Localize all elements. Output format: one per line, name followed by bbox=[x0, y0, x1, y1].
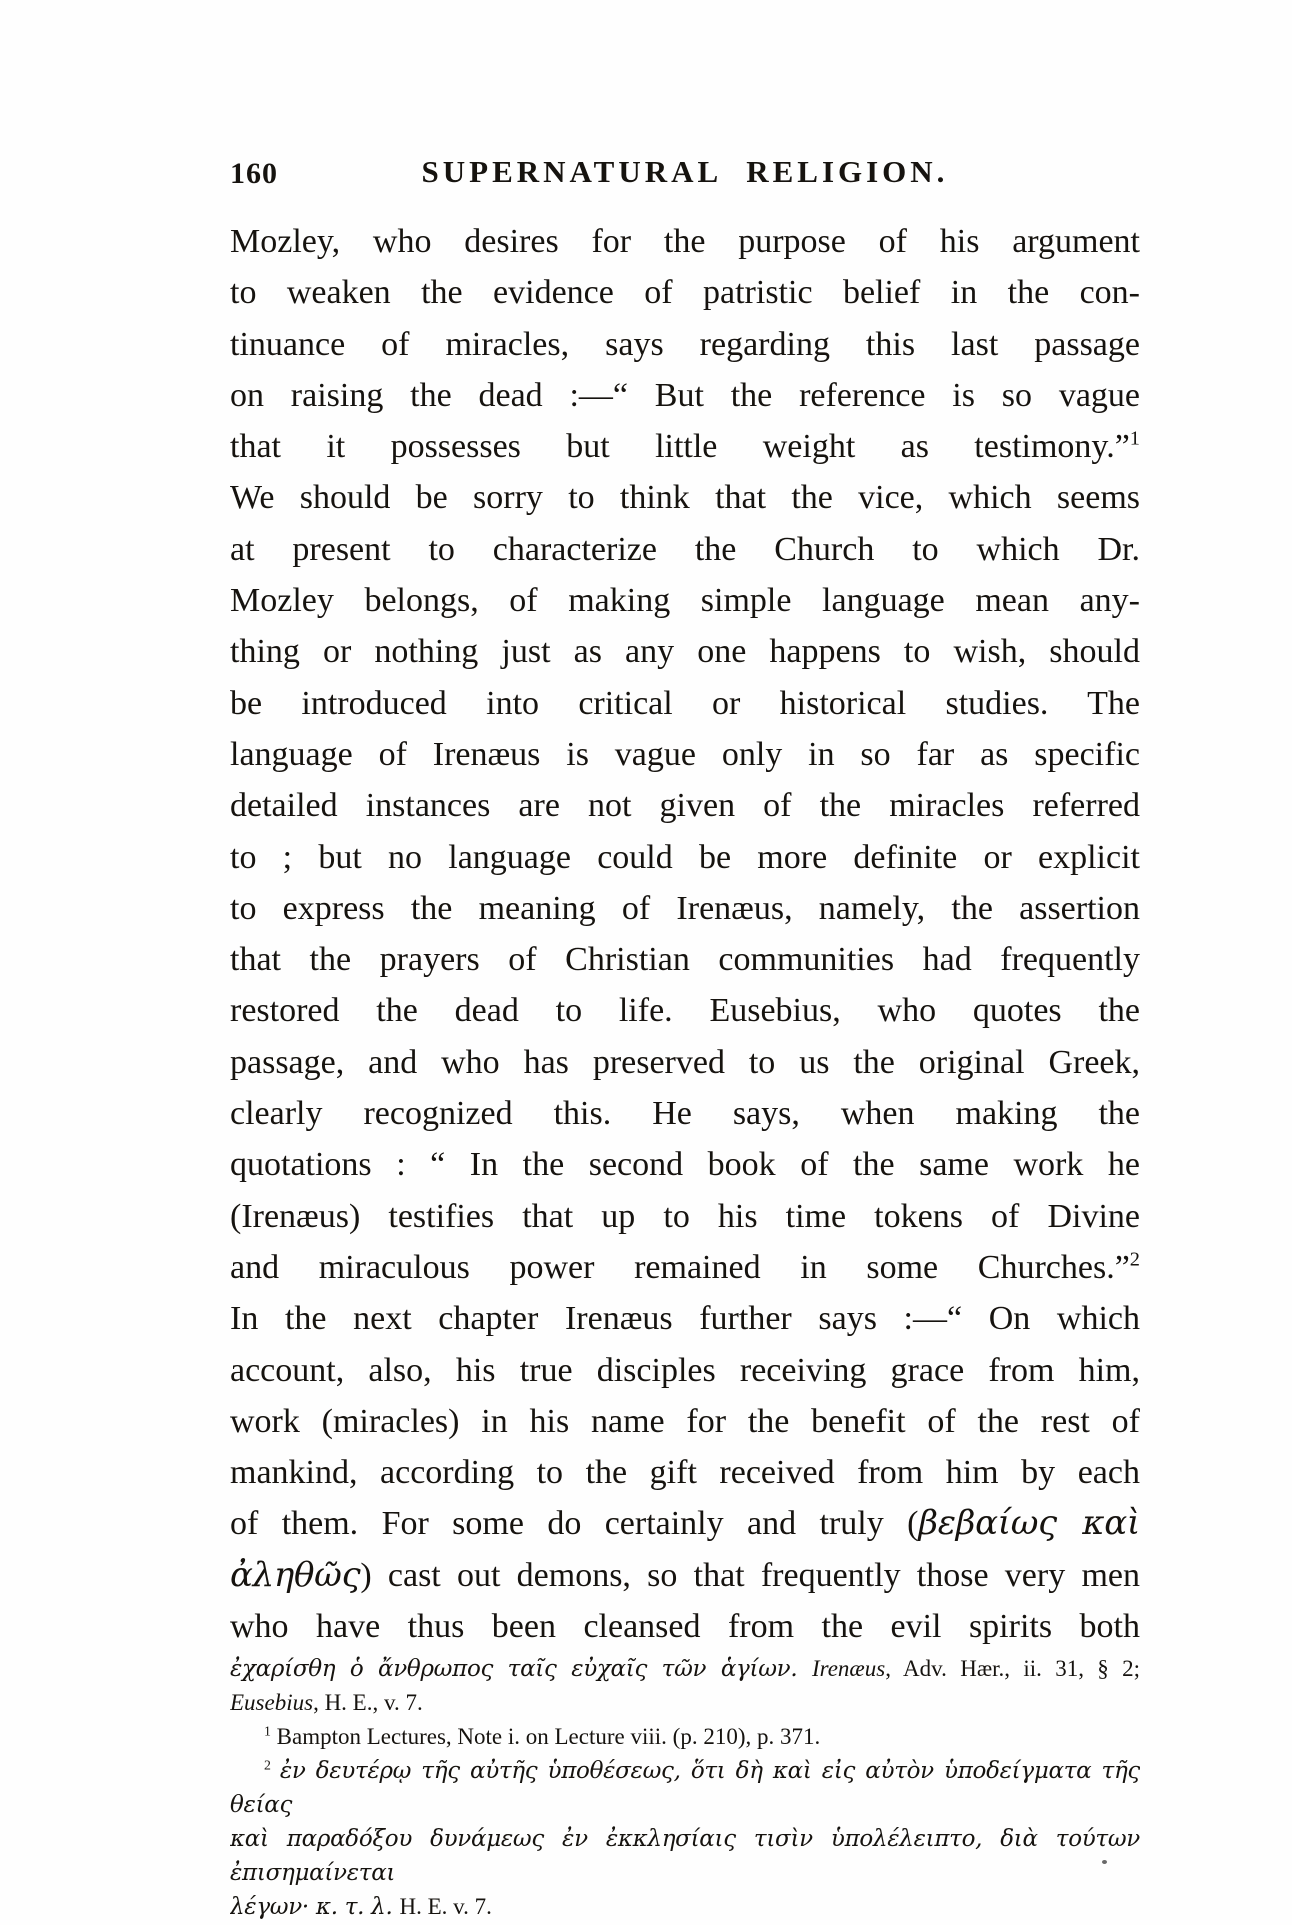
text-segment: mankind, according to the gift received from him by each bbox=[230, 1454, 1140, 1492]
text-line bbox=[230, 216, 1140, 267]
text-line bbox=[230, 575, 1140, 626]
text-line bbox=[230, 1890, 1140, 1924]
text-segment: ἀληθῶς bbox=[230, 1554, 361, 1595]
text-segment: Eusebius bbox=[230, 1690, 314, 1715]
text-line bbox=[230, 1088, 1140, 1139]
text-segment: In the next chapter Irenæus further says :—“ On which bbox=[230, 1300, 1140, 1338]
text-segment: , H. E., v. 7. bbox=[313, 1690, 423, 1715]
text-line bbox=[230, 1037, 1140, 1088]
text-segment: We should be sorry to think that the vice, which seems bbox=[230, 479, 1140, 517]
text-segment: to weaken the evidence of patristic belief in the con- bbox=[230, 274, 1140, 312]
text-line bbox=[230, 934, 1140, 985]
footnote-marker: 2 bbox=[1129, 1248, 1140, 1271]
text-line bbox=[230, 1139, 1140, 1190]
scan-artifact-dot bbox=[1102, 1860, 1107, 1864]
text-line bbox=[230, 1396, 1140, 1447]
page-header bbox=[230, 154, 1140, 194]
text-line bbox=[230, 1720, 1140, 1754]
running-title: SUPERNATURAL RELIGION. bbox=[421, 154, 949, 189]
text-segment: ἐχαρίσθη ὁ ἄνθρωπος ταῖς εὐχαῖς τῶν ἁγίων. bbox=[230, 1656, 812, 1682]
footnote-marker: 1 bbox=[264, 1723, 271, 1739]
text-segment: καὶ παραδόξου δυνάμεως ἐν ἐκκλησίαις τισὶν ὑπολέλειπτο, διὰ τούτων ἐπισημαίνεται bbox=[230, 1826, 1140, 1886]
footnotes bbox=[230, 1652, 1140, 1924]
text-line bbox=[230, 421, 1140, 472]
text-segment: work (miracles) in his name for the benefit of the rest of bbox=[230, 1402, 1140, 1440]
text-segment: thing or nothing just as any one happens to wish, should bbox=[230, 633, 1140, 671]
text-segment: account, also, his true disciples receiving grace from him, bbox=[230, 1351, 1140, 1389]
text-segment: detailed instances are not given of the miracles referred bbox=[230, 787, 1140, 825]
text-segment: (Irenæus) testifies that up to his time tokens of Divine bbox=[230, 1197, 1140, 1235]
text-segment: to ; but no language could be more definite or explicit bbox=[230, 838, 1140, 876]
text-line bbox=[230, 524, 1140, 575]
text-segment: at present to characterize the Church to which Dr. bbox=[230, 530, 1140, 568]
text-line bbox=[230, 626, 1140, 677]
text-segment: clearly recognized this. He says, when making the bbox=[230, 1095, 1140, 1133]
text-segment: Bampton Lectures, Note i. on Lecture viii. (p. 210), p. 371. bbox=[270, 1724, 821, 1749]
text-segment: who have thus been cleansed from the evil spirits both bbox=[230, 1608, 1140, 1646]
text-segment: restored the dead to life. Eusebius, who quotes the bbox=[230, 992, 1140, 1030]
text-segment: ἐν δευτέρῳ τῆς αὐτῆς ὑποθέσεως, ὅτι δὴ καὶ εἰς αὐτὸν ὑποδείγματα τῆς θείας bbox=[230, 1758, 1140, 1818]
text-line bbox=[230, 472, 1140, 523]
text-segment: language of Irenæus is vague only in so far as specific bbox=[230, 735, 1140, 773]
text-segment: to express the meaning of Irenæus, namely, the assertion bbox=[230, 889, 1140, 927]
text-line bbox=[230, 1822, 1140, 1890]
text-segment bbox=[271, 1758, 280, 1783]
text-line bbox=[230, 985, 1140, 1036]
text-line bbox=[230, 1652, 1140, 1686]
text-segment: Mozley, who desires for the purpose of his argument bbox=[230, 223, 1140, 260]
text-line bbox=[230, 1498, 1140, 1549]
text-line bbox=[230, 1293, 1140, 1344]
text-segment: passage, and who has preserved to us the original Greek, bbox=[230, 1043, 1140, 1081]
text-segment: that the prayers of Christian communities had frequently bbox=[230, 941, 1140, 979]
text-segment: λέγων· κ. τ. λ. bbox=[230, 1894, 400, 1920]
text-segment: Mozley belongs, of making simple language mean any- bbox=[230, 582, 1140, 620]
text-segment: βεβαίως καὶ bbox=[918, 1503, 1140, 1544]
text-line bbox=[230, 1242, 1140, 1293]
text-segment: Irenæus bbox=[811, 1656, 886, 1681]
text-segment: that it possesses but little weight as testimony.” bbox=[230, 428, 1130, 466]
text-line bbox=[230, 832, 1140, 883]
text-line bbox=[230, 1191, 1140, 1242]
text-line bbox=[230, 319, 1140, 370]
text-segment: ) cast out demons, so that frequently those very men bbox=[360, 1556, 1140, 1594]
text-line bbox=[230, 883, 1140, 934]
text-line bbox=[230, 780, 1140, 831]
text-line bbox=[230, 1686, 1140, 1720]
text-segment: and miraculous power remained in some Churches.” bbox=[230, 1248, 1130, 1286]
text-line bbox=[230, 729, 1140, 780]
text-line bbox=[230, 1754, 1140, 1822]
text-line bbox=[230, 1447, 1140, 1498]
text-segment: be introduced into critical or historical studies. The bbox=[230, 684, 1140, 722]
text-line bbox=[230, 1345, 1140, 1396]
text-line bbox=[230, 370, 1140, 421]
text-segment: of them. For some do certainly and truly ( bbox=[230, 1505, 919, 1543]
text-segment: quotations : “ In the second book of the same work he bbox=[230, 1146, 1140, 1184]
text-segment: tinuance of miracles, says regarding this last passage bbox=[230, 325, 1140, 363]
text-line bbox=[230, 267, 1140, 318]
footnote-marker: 1 bbox=[1129, 427, 1140, 450]
text-segment: , Adv. Hær., ii. 31, § 2; bbox=[885, 1656, 1140, 1681]
text-segment: H. E. v. 7. bbox=[399, 1894, 492, 1919]
text-line bbox=[230, 678, 1140, 729]
footnote-marker: 2 bbox=[264, 1757, 271, 1773]
body-text bbox=[230, 216, 1140, 1652]
text-line bbox=[230, 1601, 1140, 1652]
text-line bbox=[230, 1550, 1140, 1601]
text-segment: on raising the dead :—“ But the reference is so vague bbox=[230, 376, 1140, 414]
page-number: 160 bbox=[230, 157, 278, 190]
